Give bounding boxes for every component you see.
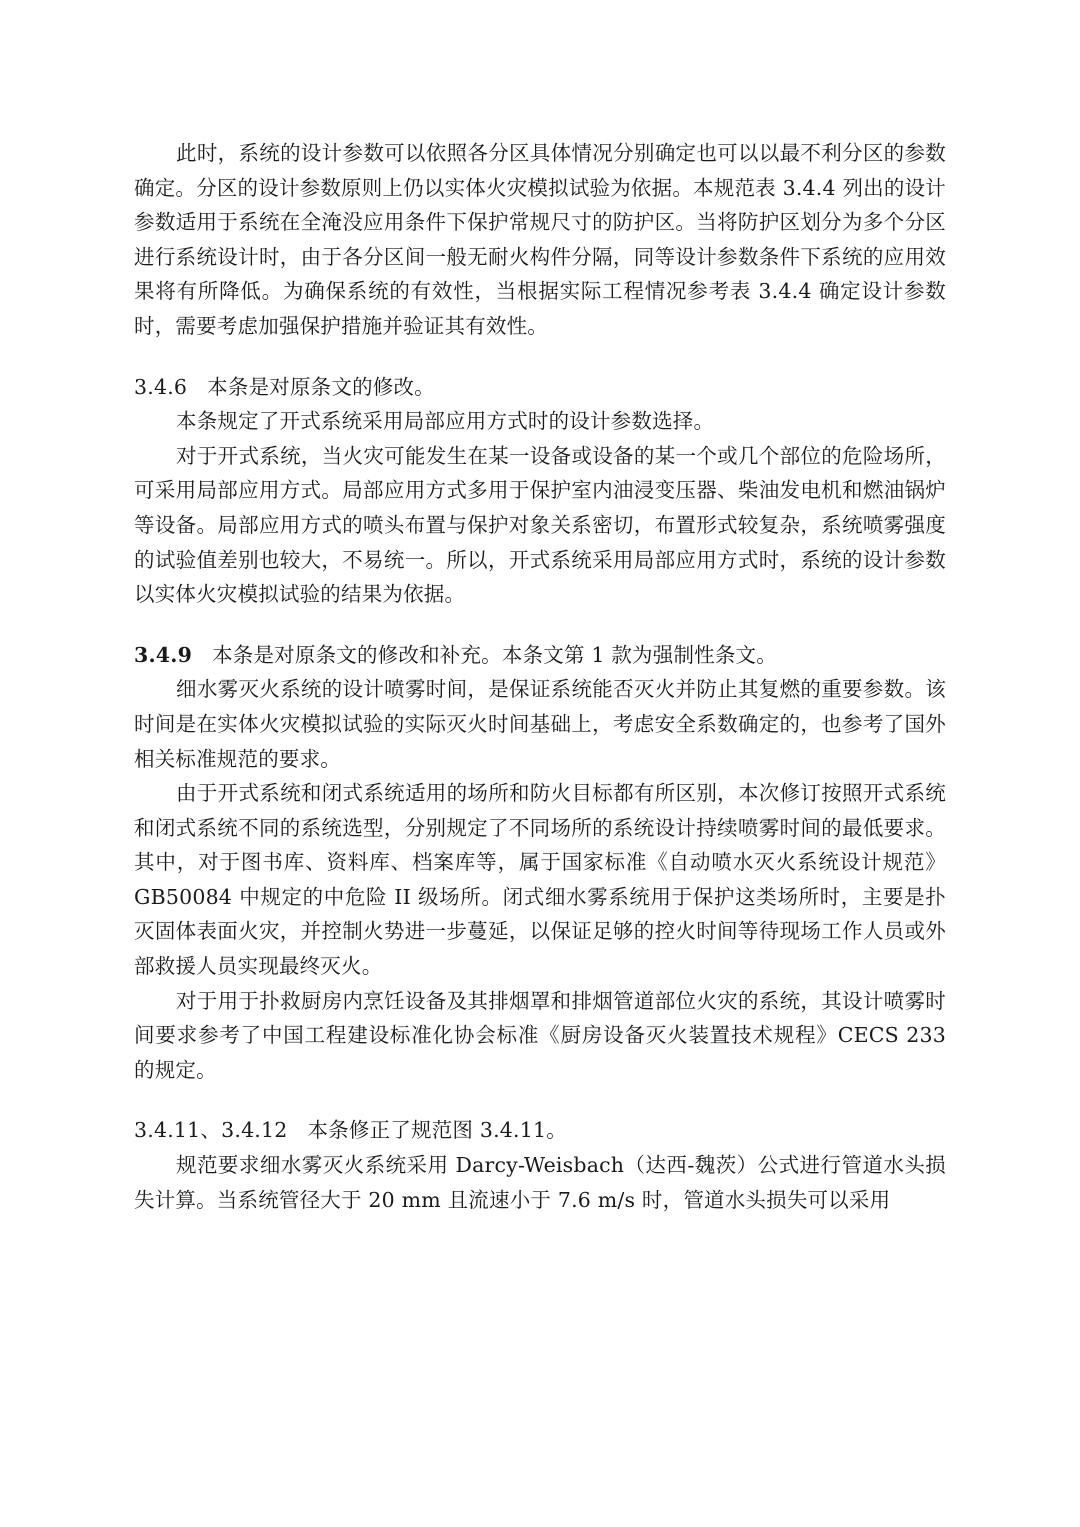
paragraph: 对于开式系统，当火灾可能发生在某一设备或设备的某一个或几个部位的危险场所，可采用局部应用方式。局部应用方式多用于保护室内油浸变压器、柴油发电机和燃油锅炉等设备。局部应用方式的喷头布置与保护对象关系密切，布置形式较复杂，系统喷雾强度的试验值差别也较大，不易统一。所以，开式系统采用局部应用方式时，系统的设计参数以实体火灾模拟试验的结果为依据。 — [134, 443, 946, 607]
document-body — [134, 136, 946, 1217]
clause-number: 3.4.9 — [134, 642, 193, 667]
clause-heading-text: 本条修正了规范图 3.4.11。 — [307, 1118, 567, 1143]
clause-heading-3-4-11 — [134, 1113, 946, 1148]
clause-number: 3.4.6 — [134, 374, 188, 399]
paragraph: 细水雾灭火系统的设计喷雾时间，是保证系统能否灭火并防止其复燃的重要参数。该时间是在实体火灾模拟试验的实际灭火时间基础上，考虑安全系数确定的，也参考了国外相关标准规范的要求。 — [134, 677, 946, 771]
paragraph: 本条规定了开式系统采用局部应用方式时的设计参数选择。 — [176, 409, 715, 434]
clause-heading-text: 本条是对原条文的修改和补充。本条文第 1 款为强制性条文。 — [212, 642, 777, 667]
paragraph: 对于用于扑救厨房内烹饪设备及其排烟罩和排烟管道部位火灾的系统，其设计喷雾时间要求参考了中国工程建设标准化协会标准《厨房设备灭火装置技术规程》CECS 233 的规定。 — [134, 988, 946, 1082]
paragraph: 由于开式系统和闭式系统适用的场所和防火目标都有所区别，本次修订按照开式系统和闭式系统不同的系统选型，分别规定了不同场所的系统设计持续喷雾时间的最低要求。其中，对于图书库、资料库、档案库等，属于国家标准《自动喷水灭火系统设计规范》GB50084 中规定的中危险 II 级场所。闭式细水雾系统用于保护这类场所时，主要是扑灭固体表面火灾，并控制火势进一步蔓延，以保证足够的控火时间等待现场工作人员或外部救援人员实现最终灭火。 — [134, 781, 946, 979]
clause-heading-3-4-9 — [134, 638, 946, 673]
clause-number: 3.4.11、3.4.12 — [134, 1118, 288, 1143]
clause-heading-text: 本条是对原条文的修改。 — [207, 374, 435, 399]
clause-heading-3-4-6 — [134, 370, 946, 405]
paragraph: 此时，系统的设计参数可以依照各分区具体情况分别确定也可以以最不利分区的参数确定。分区的设计参数原则上仍以实体火灾模拟试验为依据。本规范表 3.4.4 列出的设计参数适用于系统在全淹没应用条件下保护常规尺寸的防护区。当将防护区划分为多个分区进行系统设计时，由于各分区间一般无耐火构件分隔，同等设计参数条件下系统的应用效果将有所降低。为确保系统的有效性，当根据实际工程情况参考表 3.4.4 确定设计参数时，需要考虑加强保护措施并验证其有效性。 — [134, 141, 946, 338]
paragraph: 规范要求细水雾灭火系统采用 Darcy-Weisbach（达西-魏茨）公式进行管道水头损失计算。当系统管径大于 20 mm 且流速小于 7.6 m/s 时，管道水头损失可以采用 — [134, 1153, 946, 1212]
